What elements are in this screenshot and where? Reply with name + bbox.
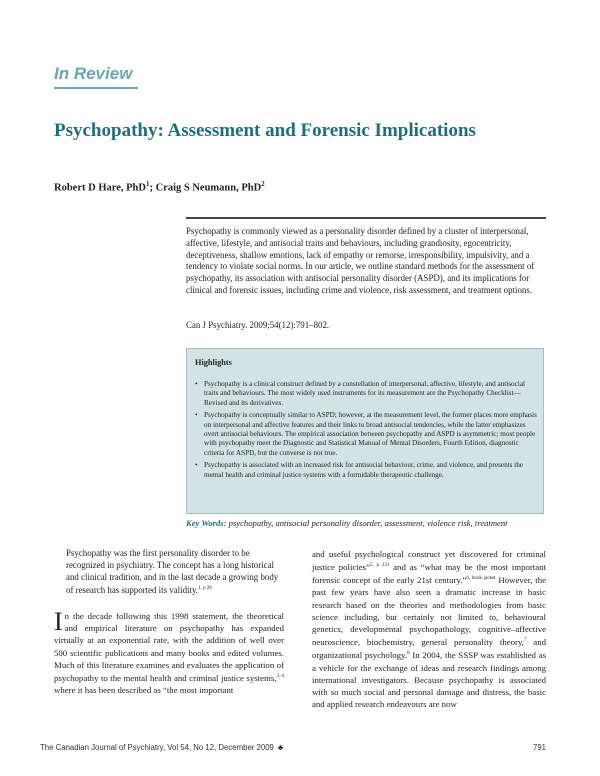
body-right-reference-2: 6, book jacket xyxy=(466,576,496,582)
author-separator: ; xyxy=(149,182,156,194)
body-right-text-1: and useful psychological construct yet discovered for criminal justice policies” xyxy=(312,549,546,573)
abstract-divider xyxy=(186,217,546,219)
body-right-text-3: However, the past few years have also seen a dramatic increase in basic research based on the theories and methodologies from basic science including, but certainly not limited to, behavioural genetics, developmental psychopathology, cognitive–affective neuroscience, biochemistry, general personality theory, xyxy=(312,575,546,648)
intro-quote xyxy=(66,548,280,597)
article-title: Psychopathy: Assessment and Forensic Implications xyxy=(54,120,476,141)
highlight-item: • Psychopathy is associated with an increased risk for antisocial behaviour, crime, and violence, and presents the mental health and criminal justice systems with a formidable therapeutic challenge. xyxy=(195,461,539,480)
body-right-reference-4: 8 xyxy=(407,651,410,657)
body-left-text-1: n the decade following this 1998 statement, the theoretical and empirical literature on psychopathy has expanded virtually at an exponential rate, with the addition of well over 500 scientific publications and many books and edited volumes. Much of this literature examines and evaluates the application of psychopathy to the mental health and criminal justice systems, xyxy=(54,611,284,683)
author-line xyxy=(54,180,265,194)
section-label: In Review xyxy=(54,64,133,83)
body-right-text-4: and organizational psychology. xyxy=(312,637,546,661)
body-left-reference-1: 2–4 xyxy=(276,674,284,680)
author-2-affiliation: 2 xyxy=(261,180,265,188)
abstract-text: Psychopathy is commonly viewed as a personality disorder defined by a cluster of interpersonal, affective, lifestyle, and antisocial traits and behaviours, including grandiosity, egocentricity, deceptiveness, shallow emotions, lack of empathy or remorse, irresponsibility, impulsivity, and a tendency to violate social norms. In our article, we outline standard methods for the assessment of psychopathy, its association with antisocial personality disorder (ASPD), and its implications for clinical and forensic issues, including crime and violence, risk assessment, and treatment options. xyxy=(186,226,535,295)
intro-quote-text: Psychopathy was the first personality disorder to be recognized in psychiatry. The concept has a long historical and clinical tradition, and in the last decade a growing body of research has supported its validity. xyxy=(66,548,279,596)
body-right-reference-3: 7 xyxy=(523,638,527,644)
highlight-item: • Psychopathy is a clinical construct defined by a constellation of interpersonal, affective, lifestyle, and antisocial traits and behaviours. The most widely used instruments for its measurement are the Psychopathy Checklist—Revised and its derivatives. xyxy=(195,380,539,408)
author-1-affiliation: 1 xyxy=(145,180,150,188)
journal-citation: Can J Psychiatry. 2009;54(12):791–802. xyxy=(186,320,330,330)
keywords-text: psychopathy, antisocial personality disorder, assessment, violence risk, treatment xyxy=(226,518,508,528)
intro-quote-reference: 1, p 28 xyxy=(198,586,212,592)
section-label-underline xyxy=(54,87,138,89)
body-column-right xyxy=(312,548,546,710)
highlights-list xyxy=(195,380,539,483)
body-column-left xyxy=(54,607,284,696)
keywords xyxy=(186,518,546,529)
author-1-name: Robert D Hare, PhD xyxy=(54,182,146,194)
keywords-label: Key Words: xyxy=(186,518,227,528)
maple-leaf-icon: ♣ xyxy=(277,743,284,752)
body-right-text-5: In 2004, the SSSP was established as a vehicle for the exchange of ideas and research findings among international investigators. Because psychopathy is associated with so much social and personal damage and distress, the basic and applied research endeavours are now xyxy=(312,650,546,710)
page-number: 791 xyxy=(532,743,546,752)
highlights-title: Highlights xyxy=(195,358,232,367)
body-left-text-2: where it has been described as “the most important xyxy=(54,685,234,696)
body-right-reference-1: 5, p 231 xyxy=(370,563,390,569)
drop-cap: I xyxy=(54,607,63,636)
highlight-item: • Psychopathy is conceptually similar to ASPD; however, at the measurement level, the former places more emphasis on interpersonal and affective features and their links to broad antisocial tendencies, while the latter emphasizes overt antisocial behaviours. The empirical association between psychopathy and ASPD is asymmetric; most people with psychopathy meet the Diagnostic and Statistical Manual of Mental Disorders, Fourth Edition, diagnostic criteria for ASPD, but the converse is not true. xyxy=(195,411,539,458)
body-right-text-2: and as “what may be the most important forensic concept of the early 21st century.” xyxy=(312,562,546,586)
highlights-box xyxy=(186,348,544,514)
footer-journal-text: The Canadian Journal of Psychiatry, Vol 54, No 12, December 2009 xyxy=(40,743,274,752)
author-2-name: Craig S Neumann, PhD xyxy=(155,182,262,194)
footer-journal xyxy=(40,743,283,752)
